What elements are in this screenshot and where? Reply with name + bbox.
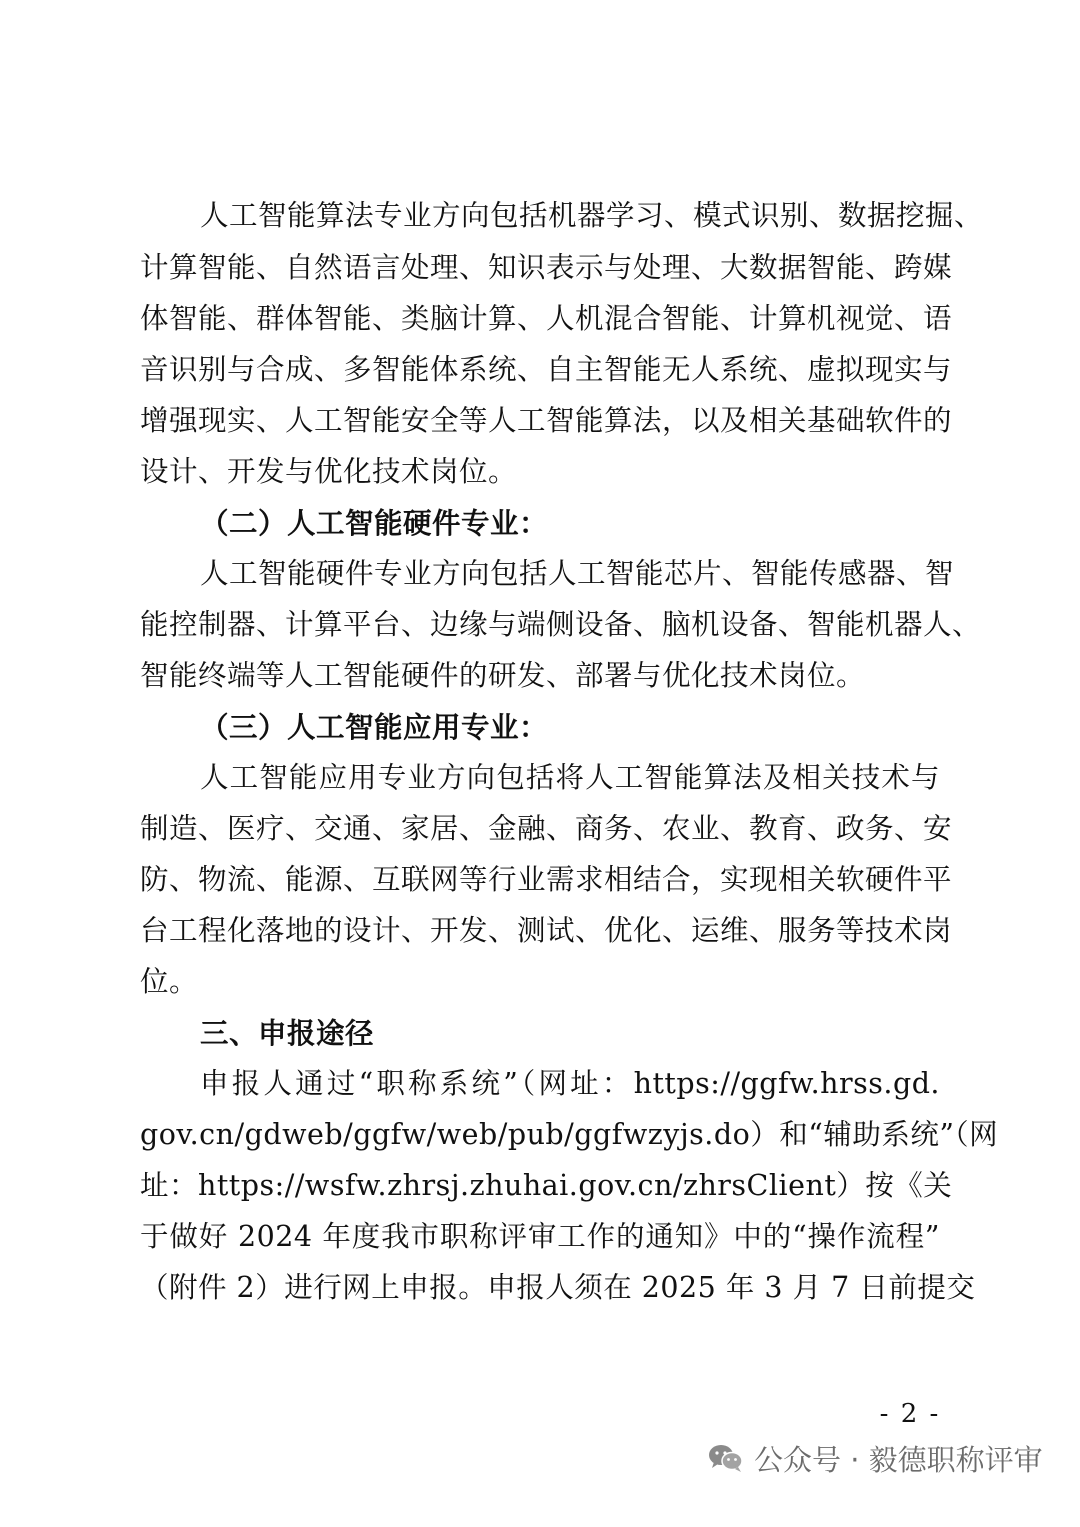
paragraph-line: 防、物流、能源、互联网等行业需求相结合，实现相关软硬件平 (140, 863, 953, 896)
paragraph-line: 址：https://wsfw.zhrsj.zhuhai.gov.cn/zhrsClient）按《关 (140, 1169, 953, 1202)
paragraph-line: 设计、开发与优化技术岗位。 (140, 455, 518, 488)
wechat-icon (708, 1443, 744, 1473)
paragraph-line: 计算智能、自然语言处理、知识表示与处理、大数据智能、跨媒 (140, 251, 953, 284)
paragraph-line: 制造、医疗、交通、家居、金融、商务、农业、教育、政务、安 (140, 812, 953, 845)
section-heading: （三）人工智能应用专业： (200, 710, 549, 744)
watermark (708, 1436, 1043, 1480)
paragraph-line: 人工智能算法专业方向包括机器学习、模式识别、数据挖掘、 (200, 199, 984, 232)
paragraph-line: gov.cn/gdweb/ggfw/web/pub/ggfwzyjs.do）和“辅助系统”（网 (140, 1118, 999, 1151)
paragraph-line: 音识别与合成、多智能体系统、自主智能无人系统、虚拟现实与 (140, 353, 953, 386)
paragraph-line: （附件 2）进行网上申报。申报人须在 2025 年 3 月 7 日前提交 (140, 1271, 976, 1304)
paragraph-line: 智能终端等人工智能硬件的研发、部署与优化技术岗位。 (140, 659, 866, 692)
paragraph-line: 人工智能应用专业方向包括将人工智能算法及相关技术与 (200, 761, 940, 794)
paragraph-line: 台工程化落地的设计、开发、测试、优化、运维、服务等技术岗 (140, 914, 953, 947)
chapter-heading: 三、申报途径 (200, 1016, 375, 1050)
page-number: - 2 - (879, 1399, 941, 1429)
paragraph-line: 增强现实、人工智能安全等人工智能算法，以及相关基础软件的 (140, 404, 953, 437)
watermark-text: 公众号 · 毅德职称评审 (754, 1442, 1043, 1477)
paragraph-line: 申报人通过“职称系统”（网址：https://ggfw.hrss.gd. (200, 1067, 940, 1100)
paragraph-line: 体智能、群体智能、类脑计算、人机混合智能、计算机视觉、语 (140, 302, 953, 335)
paragraph-line: 位。 (140, 965, 199, 998)
paragraph-line: 人工智能硬件专业方向包括人工智能芯片、智能传感器、智 (200, 557, 955, 590)
paragraph-line: 能控制器、计算平台、边缘与端侧设备、脑机设备、智能机器人、 (140, 608, 982, 641)
paragraph-line: 于做好 2024 年度我市职称评审工作的通知》中的“操作流程” (140, 1220, 940, 1253)
section-heading: （二）人工智能硬件专业： (200, 506, 549, 540)
